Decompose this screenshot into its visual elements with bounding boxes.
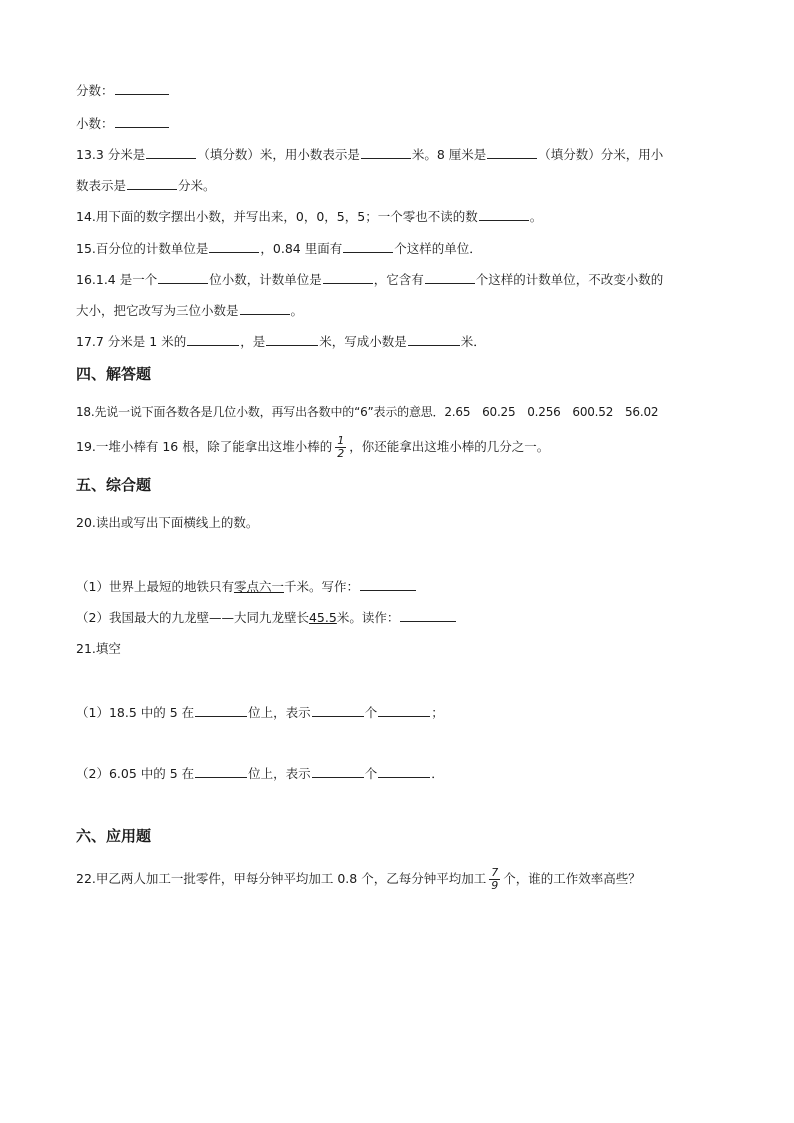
question-21: 21.填空 <box>76 641 121 656</box>
answer-blank[interactable] <box>360 578 416 591</box>
answer-blank[interactable] <box>378 704 430 717</box>
decimal-answer-line: 小数： <box>76 115 170 133</box>
question-22: 22.甲乙两人加工一批零件，甲每分钟平均加工 0.8 个，乙每分钟平均加工 $\frac{7}{9}$ 个，谁的工作效率高些？ <box>76 866 641 892</box>
answer-blank[interactable] <box>361 146 411 159</box>
answer-blank[interactable] <box>425 271 475 284</box>
answer-blank[interactable] <box>115 115 169 128</box>
answer-blank[interactable] <box>400 609 456 622</box>
answer-blank[interactable] <box>195 704 247 717</box>
answer-blank[interactable] <box>158 271 208 284</box>
question-16-cont: 大小，把它改写为三位小数是 。 <box>76 303 304 318</box>
question-21-part-1: （1）18.5 中的 5 在 位上，表示 个 ； <box>76 705 444 720</box>
answer-blank[interactable] <box>343 240 393 253</box>
answer-blank[interactable] <box>266 333 318 346</box>
question-17: 17.7 分米是 1 米的 ，是 米，写成小数是 米． <box>76 334 486 349</box>
question-18: 18.先说一说下面各数各是几位小数，再写出各数中的“6”表示的意思．2.65 60.25 0.256 600.52 56.02 <box>76 405 659 419</box>
question-13-cont: 数表示是 分米。 <box>76 178 216 193</box>
section-heading-4: 四、解答题 <box>76 365 152 383</box>
answer-blank[interactable] <box>487 146 537 159</box>
question-14: 14.用下面的数字摆出小数，并写出来，0，0，5，5；一个零也不读的数 。 <box>76 209 543 224</box>
question-16: 16.1.4 是一个 位小数，计数单位是 ，它含有 个这样的计数单位，不改变小数的 <box>76 272 664 287</box>
answer-blank[interactable] <box>479 208 529 221</box>
question-20-part-2: （2）我国最大的九龙壁——大同九龙壁长45.5米。读作： <box>76 609 457 627</box>
question-15: 15.百分位的计数单位是 ，0.84 里面有 个这样的单位． <box>76 241 482 256</box>
section-heading-6: 六、应用题 <box>76 827 152 845</box>
answer-blank[interactable] <box>312 704 364 717</box>
question-20: 20.读出或写出下面横线上的数。 <box>76 515 259 530</box>
section-heading-5: 五、综合题 <box>76 476 152 494</box>
fraction-seven-ninths: $\frac{7}{9}$ <box>491 866 499 892</box>
answer-blank[interactable] <box>195 765 247 778</box>
question-20-part-1: （1）世界上最短的地铁只有零点六一千米。写作： <box>76 578 417 596</box>
answer-blank[interactable] <box>378 765 430 778</box>
answer-blank[interactable] <box>127 177 177 190</box>
question-21-part-2: （2）6.05 中的 5 在 位上，表示 个 ． <box>76 766 444 781</box>
answer-blank[interactable] <box>240 302 290 315</box>
question-19: 19.一堆小棒有 16 根，除了能拿出这堆小棒的 $\frac{1}{2}$ ，你还能拿出这堆小棒的几分之一。 <box>76 434 550 460</box>
answer-blank[interactable] <box>209 240 259 253</box>
fraction-answer-line: 分数： <box>76 82 170 100</box>
fraction-one-half: $\frac{1}{2}$ <box>337 434 345 460</box>
answer-blank[interactable] <box>115 82 169 95</box>
answer-blank[interactable] <box>408 333 460 346</box>
answer-blank[interactable] <box>323 271 373 284</box>
answer-blank[interactable] <box>187 333 239 346</box>
answer-blank[interactable] <box>312 765 364 778</box>
answer-blank[interactable] <box>146 146 196 159</box>
question-13: 13.3 分米是 （填分数）米，用小数表示是 米。8 厘米是 （填分数）分米，用小 <box>76 147 664 162</box>
